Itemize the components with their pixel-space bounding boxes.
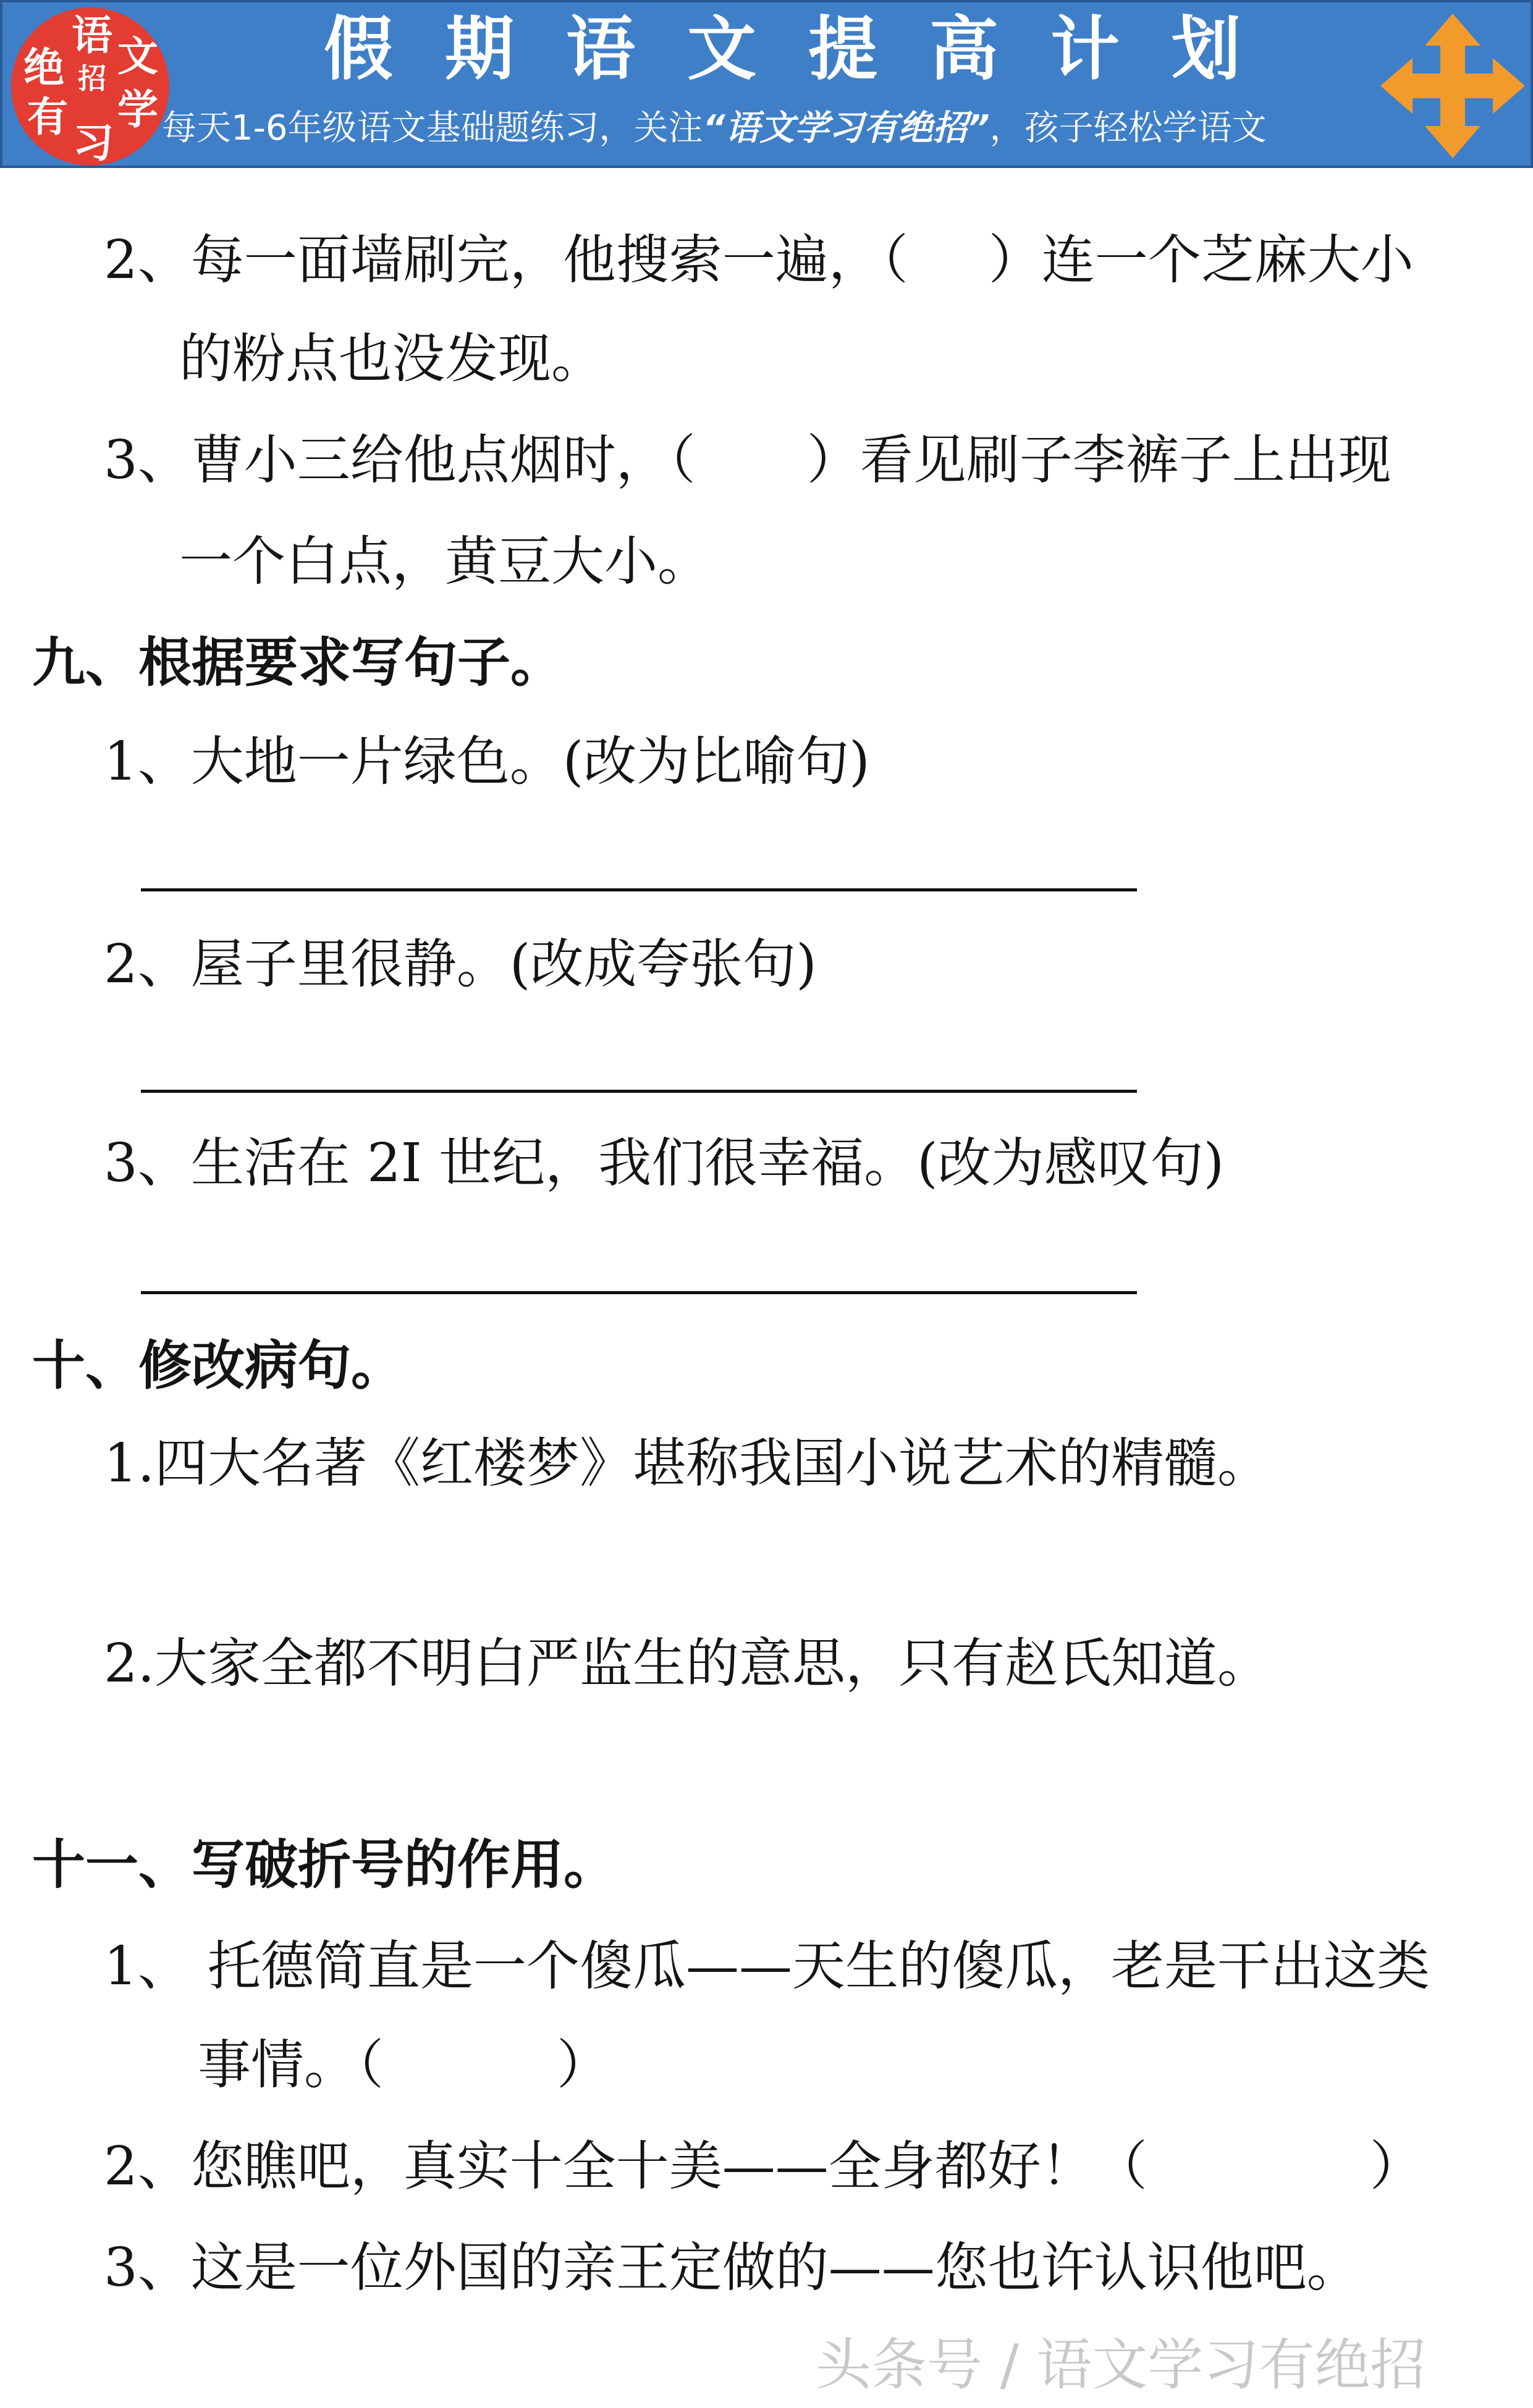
question-line: 3、这是一位外国的亲王定做的——您也许认识他吧。 [104, 2237, 1360, 2299]
question-text: ） [557, 2034, 610, 2096]
question-line: 3、生活在 2I 世纪，我们很幸福。(改为感叹句) [104, 1132, 1225, 1194]
question-line: 1、大地一片绿色。(改为比喻句) [104, 731, 870, 793]
question-line: 1、 托德简直是一个傻瓜——天生的傻瓜，老是干出这类 [104, 1935, 1430, 1997]
question-line: 2.大家全都不明白严监生的意思，只有赵氏知道。 [104, 1633, 1271, 1694]
question-text: ） [1369, 2136, 1423, 2197]
banner-subtitle [162, 107, 1410, 149]
section-heading: 九、根据要求写句子。 [32, 632, 564, 694]
question-line: 的粉点也没发现。 [179, 328, 604, 390]
question-line [198, 2034, 610, 2096]
question-line: 2、屋子里很静。(改成夸张句) [104, 933, 817, 995]
subtitle-account: “语文学习有绝招” [703, 108, 990, 148]
question-text: 2、每一面墙刷完，他搜索一遍，（ [104, 229, 908, 291]
answer-line[interactable] [141, 1090, 1137, 1093]
question-line: 一个白点，黄豆大小。 [179, 531, 711, 592]
answer-line[interactable] [141, 1291, 1137, 1294]
question-line: 1.四大名著《红楼梦》堪称我国小说艺术的精髓。 [104, 1433, 1271, 1494]
four-way-arrow-icon [1375, 9, 1530, 163]
question-line [104, 429, 1392, 491]
subtitle-post: ，孩子轻松学语文 [989, 108, 1267, 148]
section-heading: 十、修改病句。 [32, 1335, 404, 1397]
logo-char: 习 [73, 119, 114, 167]
logo-char: 学 [117, 85, 158, 133]
header-banner [0, 0, 1533, 168]
subtitle-pre: 每天1-6年级语文基础题练习，关注 [162, 108, 703, 148]
question-text: ）连一个芝麻大小 [988, 229, 1414, 291]
logo [11, 7, 169, 166]
section-heading: 十一、写破折号的作用。 [32, 1834, 617, 1896]
answer-line[interactable] [141, 888, 1137, 891]
logo-char: 有 [27, 93, 68, 141]
watermark: 头条号 / 语文学习有绝招 [816, 2333, 1426, 2397]
question-text: 事情。（ [198, 2034, 384, 2096]
question-text: ）看见刷子李裤子上出现 [806, 429, 1392, 491]
question-text: 3、曹小三给他点烟时，（ [104, 429, 696, 491]
logo-char: 绝 [23, 43, 64, 91]
logo-char: 招 [78, 62, 106, 95]
question-line [104, 2136, 1423, 2197]
logo-char: 语 [72, 11, 112, 59]
question-text: 2、您瞧吧，真实十全十美——全身都好！（ [104, 2136, 1147, 2197]
question-line [104, 229, 1414, 291]
logo-char: 文 [117, 32, 158, 80]
banner-title: 假期语文提高计划 [324, 9, 1293, 90]
